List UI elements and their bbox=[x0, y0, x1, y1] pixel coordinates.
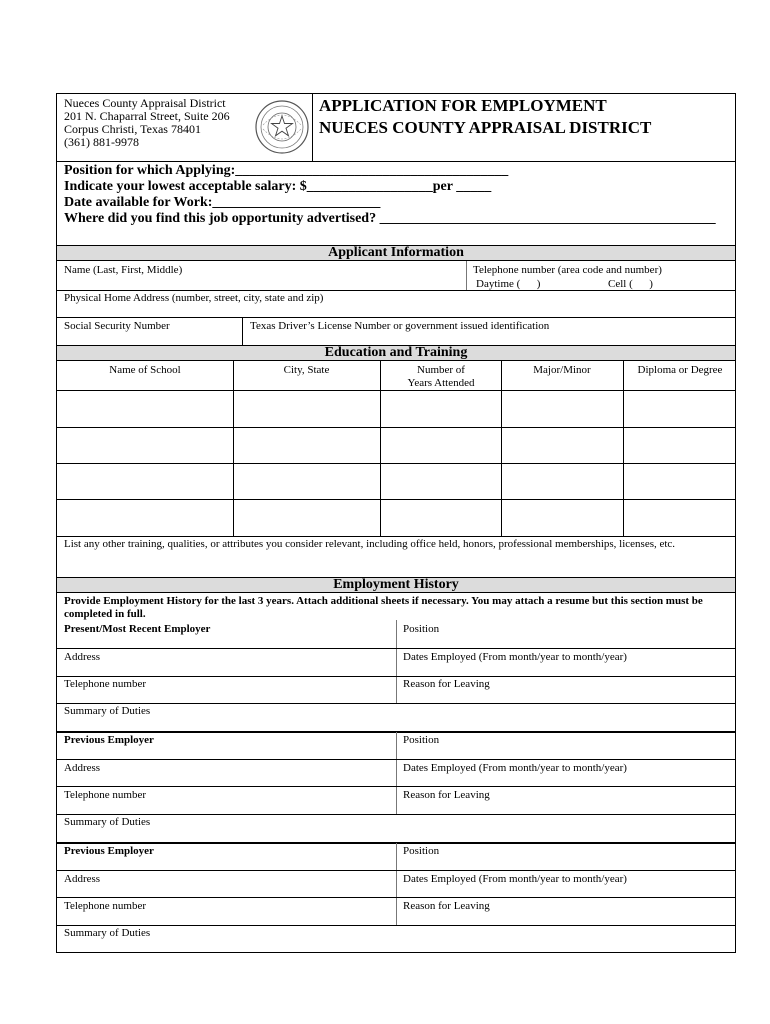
dates-employed-field[interactable]: Dates Employed (From month/year to month/year) bbox=[403, 651, 627, 663]
education-heading: Education and Training bbox=[57, 345, 735, 361]
dates-employed-field[interactable]: Dates Employed (From month/year to month/year) bbox=[403, 873, 627, 885]
cell-phone-field[interactable]: Cell ( ) bbox=[608, 278, 653, 290]
education-row[interactable] bbox=[57, 391, 737, 427]
employment-history-heading: Employment History bbox=[57, 577, 735, 593]
job-source-question[interactable]: Where did you find this job opportunity advertised? ________________________________________________ bbox=[64, 211, 716, 226]
phone-label: Telephone number (area code and number) bbox=[473, 264, 662, 276]
col-city-state: City, State bbox=[283, 364, 330, 376]
org-name: Nueces County Appraisal District bbox=[64, 96, 226, 110]
col-major-minor: Major/Minor bbox=[533, 364, 591, 376]
employer-phone-field[interactable]: Telephone number bbox=[64, 900, 147, 912]
summary-duties-field[interactable]: Summary of Duties bbox=[64, 705, 151, 717]
position-field[interactable]: Position bbox=[403, 623, 440, 635]
org-street: 201 N. Chaparral Street, Suite 206 bbox=[64, 109, 230, 123]
employer-address-field[interactable]: Address bbox=[64, 873, 101, 885]
education-row[interactable] bbox=[57, 428, 737, 463]
dates-employed-field[interactable]: Dates Employed (From month/year to month/year) bbox=[403, 762, 627, 774]
employer-phone-field[interactable]: Telephone number bbox=[64, 678, 147, 690]
employer-address-field[interactable]: Address bbox=[64, 651, 101, 663]
position-question[interactable]: Position for which Applying:_______________________________________ bbox=[64, 163, 509, 178]
col-school-name: Name of School bbox=[109, 364, 181, 376]
date-available-question[interactable]: Date available for Work:________________________ bbox=[64, 195, 381, 210]
present-employer-field[interactable]: Present/Most Recent Employer bbox=[64, 623, 211, 635]
salary-question[interactable]: Indicate your lowest acceptable salary: $__________________per _____ bbox=[64, 179, 492, 194]
county-seal-icon bbox=[254, 99, 310, 155]
application-form bbox=[56, 93, 736, 953]
position-field[interactable]: Position bbox=[403, 734, 440, 746]
employer-phone-field[interactable]: Telephone number bbox=[64, 789, 147, 801]
name-field[interactable]: Name (Last, First, Middle) bbox=[64, 264, 183, 276]
employer-address-field[interactable]: Address bbox=[64, 762, 101, 774]
reason-leaving-field[interactable]: Reason for Leaving bbox=[403, 678, 490, 690]
applicant-information-heading: Applicant Information bbox=[57, 245, 735, 261]
employment-instructions: Provide Employment History for the last 3 years. Attach additional sheets if necessary. You may attach a resume but this section must be completed in full. bbox=[64, 595, 703, 620]
daytime-phone-field[interactable]: Daytime ( ) bbox=[476, 278, 541, 290]
education-row[interactable] bbox=[57, 464, 737, 499]
drivers-license-field[interactable]: Texas Driver’s License Number or government issued identification bbox=[250, 320, 550, 332]
previous-employer-field[interactable]: Previous Employer bbox=[64, 845, 154, 857]
org-address-block bbox=[64, 97, 230, 149]
education-row[interactable] bbox=[57, 500, 737, 536]
home-address-field[interactable]: Physical Home Address (number, street, city, state and zip) bbox=[64, 292, 324, 304]
col-years-attended: Number of Years Attended bbox=[407, 364, 475, 389]
col-diploma-degree: Diploma or Degree bbox=[637, 364, 723, 376]
form-title: APPLICATION FOR EMPLOYMENT NUECES COUNTY APPRAISAL DISTRICT bbox=[319, 96, 652, 137]
other-qualifications-field[interactable]: List any other training, qualities, or attributes you consider relevant, including office held, honors, professional memberships, licenses, etc. bbox=[64, 538, 676, 550]
org-phone: (361) 881-9978 bbox=[64, 135, 139, 149]
reason-leaving-field[interactable]: Reason for Leaving bbox=[403, 789, 490, 801]
reason-leaving-field[interactable]: Reason for Leaving bbox=[403, 900, 490, 912]
org-city: Corpus Christi, Texas 78401 bbox=[64, 122, 201, 136]
summary-duties-field[interactable]: Summary of Duties bbox=[64, 927, 151, 939]
ssn-field[interactable]: Social Security Number bbox=[64, 320, 170, 332]
position-field[interactable]: Position bbox=[403, 845, 440, 857]
summary-duties-field[interactable]: Summary of Duties bbox=[64, 816, 151, 828]
previous-employer-field[interactable]: Previous Employer bbox=[64, 734, 154, 746]
